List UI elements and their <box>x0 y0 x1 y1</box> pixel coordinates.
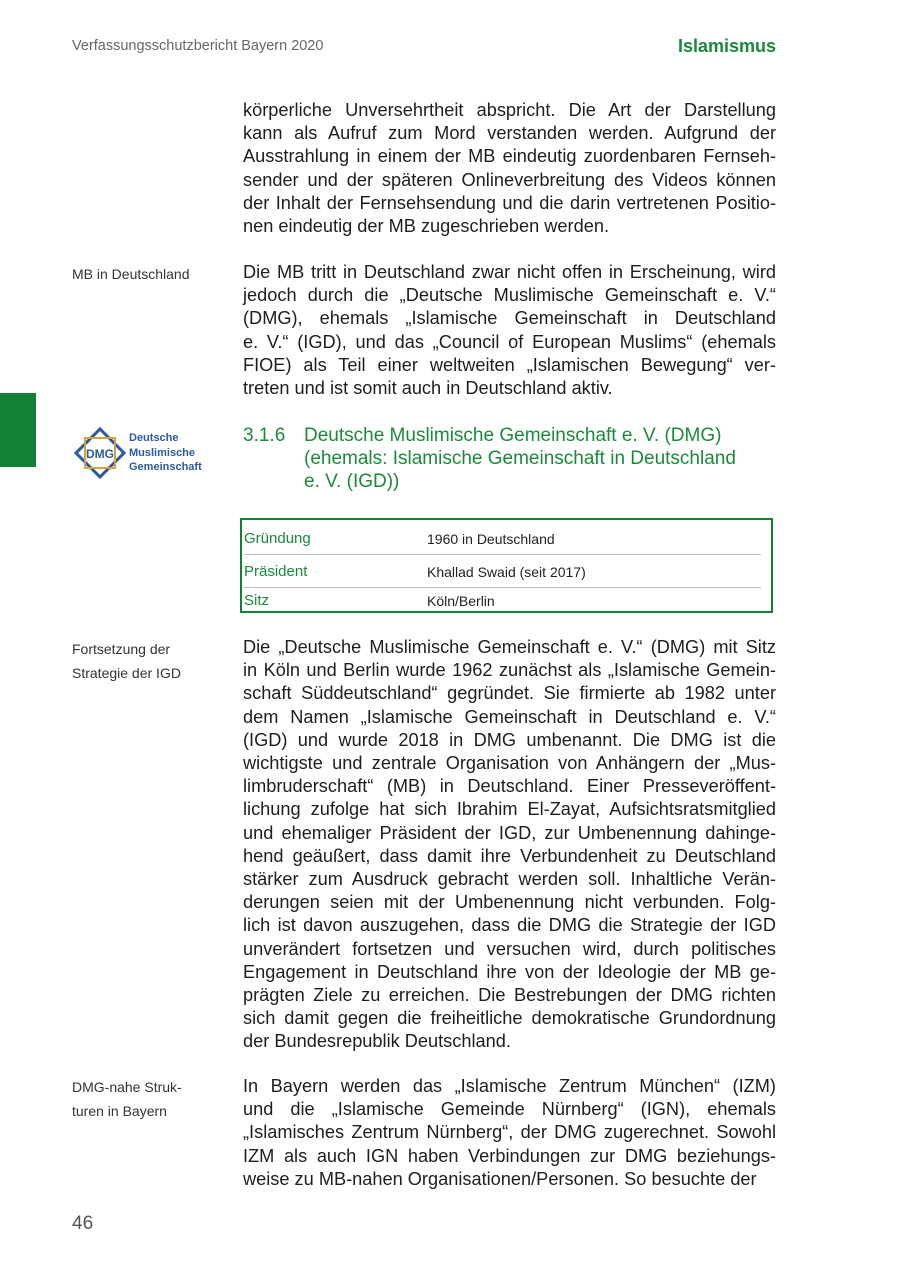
text-line: Deutsche <box>129 432 179 444</box>
text-line: FIOE) als Teil einer weltweiten „Islamischen Bewegung“ ver- <box>243 354 776 375</box>
text-line: Deutsche Muslimische Gemeinschaft e. V. (DMG) <box>304 425 722 446</box>
text-line: unverändert fortsetzen und versuchen wird, durch politisches <box>243 938 776 959</box>
text-line: Strategie der IGD <box>72 665 181 681</box>
text-line: (DMG), ehemals „Islamische Gemeinschaft in Deutschland <box>243 308 776 329</box>
dmg-logo-wordmark <box>129 431 202 475</box>
text-line: weise zu MB-nahen Organisationen/Personen. So besuchte der <box>243 1168 757 1189</box>
dmg-logo-badge: DMG <box>86 447 114 461</box>
text-line: und die „Islamische Gemeinde Nürnberg“ (IGN), ehemals <box>243 1099 776 1120</box>
text-line: lichung zufolge hat sich Ibrahim El-Zayat, Aufsichtsratsmitglied <box>243 799 776 820</box>
text-line: treten und ist somit auch in Deutschland aktiv. <box>243 378 613 399</box>
text-line: derungen seien mit der Umbenennung nicht verbunden. Folg- <box>243 892 776 913</box>
text-line: nen eindeutig der MB zugeschrieben werden. <box>243 216 610 237</box>
text-line: Muslimische <box>129 446 196 459</box>
paragraph-bayern <box>243 1075 776 1191</box>
text-line: (IGD) und wurde 2018 in DMG umbenannt. Die DMG ist die <box>243 729 776 750</box>
text-line: IZM als auch IGN haben Verbindungen zur DMG beziehungs- <box>243 1145 776 1166</box>
fact-box <box>240 518 773 613</box>
text-line: Ausstrahlung in einem der MB eindeutig zuordenbaren Fernseh- <box>243 146 776 167</box>
text-line: (ehemals: Islamische Gemeinschaft in Deutschland <box>304 448 736 469</box>
text-line: stärker zum Ausdruck gebracht werden soll. Inhaltliche Verän- <box>243 869 776 890</box>
page-number: 46 <box>72 1213 94 1234</box>
text-line: lich ist davon auszugehen, dass die DMG die Strategie der IGD <box>243 915 776 936</box>
text-line: der Inhalt der Fernsehsendung und die darin vertretenen Positio- <box>243 192 776 213</box>
text-line: sich damit gegen die freiheitliche demokratische Grundordnung <box>243 1008 776 1029</box>
text-line: Die MB tritt in Deutschland zwar nicht offen in Erscheinung, wird <box>243 262 776 282</box>
text-line: und ehemaliger Präsident der IGD, zur Umbenennung dahinge- <box>243 822 776 843</box>
margin-note-mb-deutschland <box>72 262 212 286</box>
margin-note-strategie <box>72 637 212 685</box>
fact-key: Sitz <box>244 592 270 609</box>
text-line: Die „Deutsche Muslimische Gemeinschaft e. V.“ (DMG) mit Sitz <box>243 637 776 657</box>
text-line: In Bayern werden das „Islamische Zentrum München“ (IZM) <box>243 1076 776 1096</box>
fact-value: 1960 in Deutschland <box>427 531 555 547</box>
text-line: in Köln und Berlin wurde 1962 zunächst als „Islamische Gemein- <box>243 660 776 681</box>
text-line: prägten Ziele zu erreichen. Die Bestrebungen der DMG richten <box>243 985 776 1006</box>
fact-row <box>244 585 761 616</box>
running-header-title: Verfassungsschutzbericht Bayern 2020 <box>72 38 324 54</box>
chapter-tab-marker <box>0 393 36 467</box>
text-line: kann als Aufruf zum Mord verstanden werden. Aufgrund der <box>243 123 776 144</box>
fact-value: Khallad Swaid (seit 2017) <box>427 564 586 580</box>
fact-key: Präsident <box>244 563 308 580</box>
text-line: e. V.“ (IGD), und das „Council of European Muslims“ (ehemals <box>243 331 776 352</box>
text-line: körperliche Unversehrtheit abspricht. Die Art der Darstellung <box>243 100 776 120</box>
text-line: Gemeinschaft <box>129 461 202 473</box>
fact-row <box>244 556 761 588</box>
dmg-logo-emblem-icon <box>72 424 128 484</box>
section-heading <box>243 424 783 493</box>
text-line: jedoch durch die „Deutsche Muslimische Gemeinschaft e. V.“ <box>243 285 776 306</box>
text-line: wichtigste und zentrale Organisation von Anhängern der „Mus- <box>243 753 776 774</box>
text-line: schaft Süddeutschland“ gegründet. Sie firmierte ab 1982 unter <box>243 683 776 704</box>
text-line: MB in Deutschland <box>72 266 190 282</box>
text-line: „Islamisches Zentrum Nürnberg“, der DMG zugerechnet. Sowohl <box>243 1122 776 1143</box>
fact-key: Gründung <box>244 530 311 547</box>
text-line: Engagement in Deutschland ihre von der Ideologie der MB ge- <box>243 961 776 982</box>
chapter-label: Islamismus <box>677 36 776 56</box>
paragraph-dmg <box>243 636 776 1054</box>
text-line: der Bundesrepublik Deutschland. <box>243 1031 511 1052</box>
text-line: limbruderschaft“ (MB) in Deutschland. Einer Presseveröffent- <box>243 776 776 797</box>
fact-row <box>244 523 761 555</box>
text-line: dem Namen „Islamische Gemeinschaft in Deutschland e. V.“ <box>243 706 776 727</box>
paragraph-mb-deutschland <box>243 261 776 400</box>
section-title <box>304 424 783 493</box>
dmg-logo <box>72 424 214 486</box>
text-line: e. V. (IGD)) <box>304 471 400 492</box>
margin-note-bayern <box>72 1075 212 1123</box>
text-line: Fortsetzung der <box>72 641 171 657</box>
text-line: sender und der späteren Onlineverbreitung des Videos können <box>243 169 776 190</box>
text-line: turen in Bayern <box>72 1103 167 1119</box>
paragraph-intro <box>243 99 776 238</box>
text-line: hend geäußert, dass damit ihre Verbundenheit zu Deutschland <box>243 845 776 866</box>
text-line: DMG-nahe Struk- <box>72 1079 182 1095</box>
section-number: 3.1.6 <box>243 425 286 446</box>
fact-value: Köln/Berlin <box>427 593 495 609</box>
